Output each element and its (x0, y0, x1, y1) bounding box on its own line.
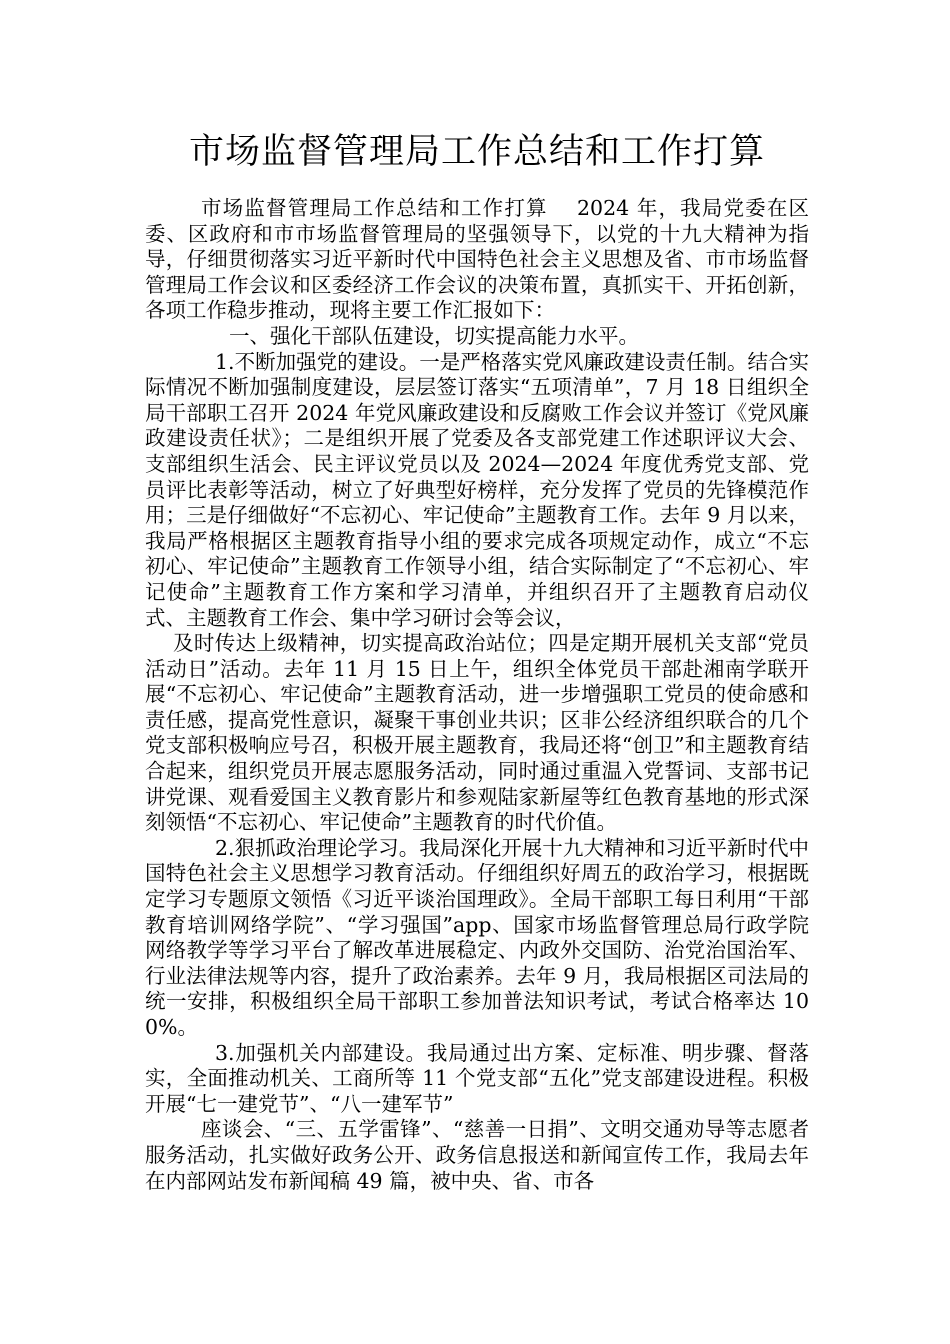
paragraph-internal-construction: 3.加强机关内部建设。我局通过出方案、定标准、明步骤、督落实，全面推动机关、工商所等 11 个党支部“五化”党支部建设进程。积极开展“七一建党节”、“八一建军节” (145, 1040, 809, 1116)
paragraph-party-building: 1.不断加强党的建设。一是严格落实党风廉政建设责任制。结合实际情况不断加强制度建设，层层签订落实“五项清单”，7 月 18 日组织全局干部职工召开 2024 年党风廉政建设和反腐败工作会议并签订《党风廉政建设责任状》；二是组织开展了党委及各支部党建工作述职评议大会、支部组织生活会、民主评议党员以及 2024—2024 年度优秀党支部、党员评比表彰等活动，树立了好典型好榜样，充分发挥了党员的先锋模范作用；三是仔细做好“不忘初心、牢记使命”主题教育工作。去年 9 月以来，我局严格根据区主题教育指导小组的要求完成各项规定动作，成立“不忘初心、牢记使命”主题教育工作领导小组，结合实际制定了“不忘初心、牢记使命”主题教育工作方案和学习清单，并组织召开了主题教育启动仪式、主题教育工作会、集中学习研讨会等会议， (145, 349, 809, 630)
section-heading-1: 一、强化干部队伍建设，切实提高能力水平。 (229, 323, 639, 348)
document-page (145, 128, 809, 1194)
document-title: 市场监督管理局工作总结和工作打算 (188, 132, 765, 172)
paragraph-volunteer-services: 座谈会、“三、五学雷锋”、“慈善一日捐”、文明交通劝导等志愿者服务活动，扎实做好政务公开、政务信息报送和新闻宣传工作，我局去年在内部网站发布新闻稿 49 篇，被中央、省、市各 (145, 1117, 809, 1193)
intro-paragraph: 市场监督管理局工作总结和工作打算 2024 年，我局党委在区委、区政府和市市场监督管理局的坚强领导下，以党的十九大精神为指导，仔细贯彻落实习近平新时代中国特色社会主义思想及省、市市场监督管理局工作会议和区委经济工作会议的决策布置，真抓实干、开拓创新，各项工作稳步推动，现将主要工作汇报如下： (145, 196, 809, 323)
paragraph-political-study: 2.狠抓政治理论学习。我局深化开展十九大精神和习近平新时代中国特色社会主义思想学习教育活动。仔细组织好周五的政治学习，根据既定学习专题原文领悟《习近平谈治国理政》。全局干部职工每日利用“干部教育培训网络学院”、“学习强国”app、国家市场监督管理总局行政学院网络教学等学习平台了解改革进展稳定、内政外交国防、治党治国治军、行业法律法规等内容，提升了政治素养。去年 9 月，我局根据区司法局的统一安排，积极组织全局干部职工参加普法知识考试，考试合格率达 100%。 (145, 835, 809, 1039)
paragraph-party-activities: 及时传达上级精神，切实提高政治站位；四是定期开展机关支部“党员活动日”活动。去年 11 月 15 日上午，组织全体党员干部赴湘南学联开展“不忘初心、牢记使命”主题教育活动，进一步增强职工党员的使命感和责任感，提高党性意识，凝聚干事创业共识；区非公经济组织联合的几个党支部积极响应号召，积极开展主题教育，我局还将“创卫”和主题教育结合起来，组织党员开展志愿服务活动，同时通过重温入党誓词、支部书记讲党课、观看爱国主义教育影片和参观陆家新屋等红色教育基地的形式深刻领悟“不忘初心、牢记使命”主题教育的时代价值。 (145, 631, 809, 835)
